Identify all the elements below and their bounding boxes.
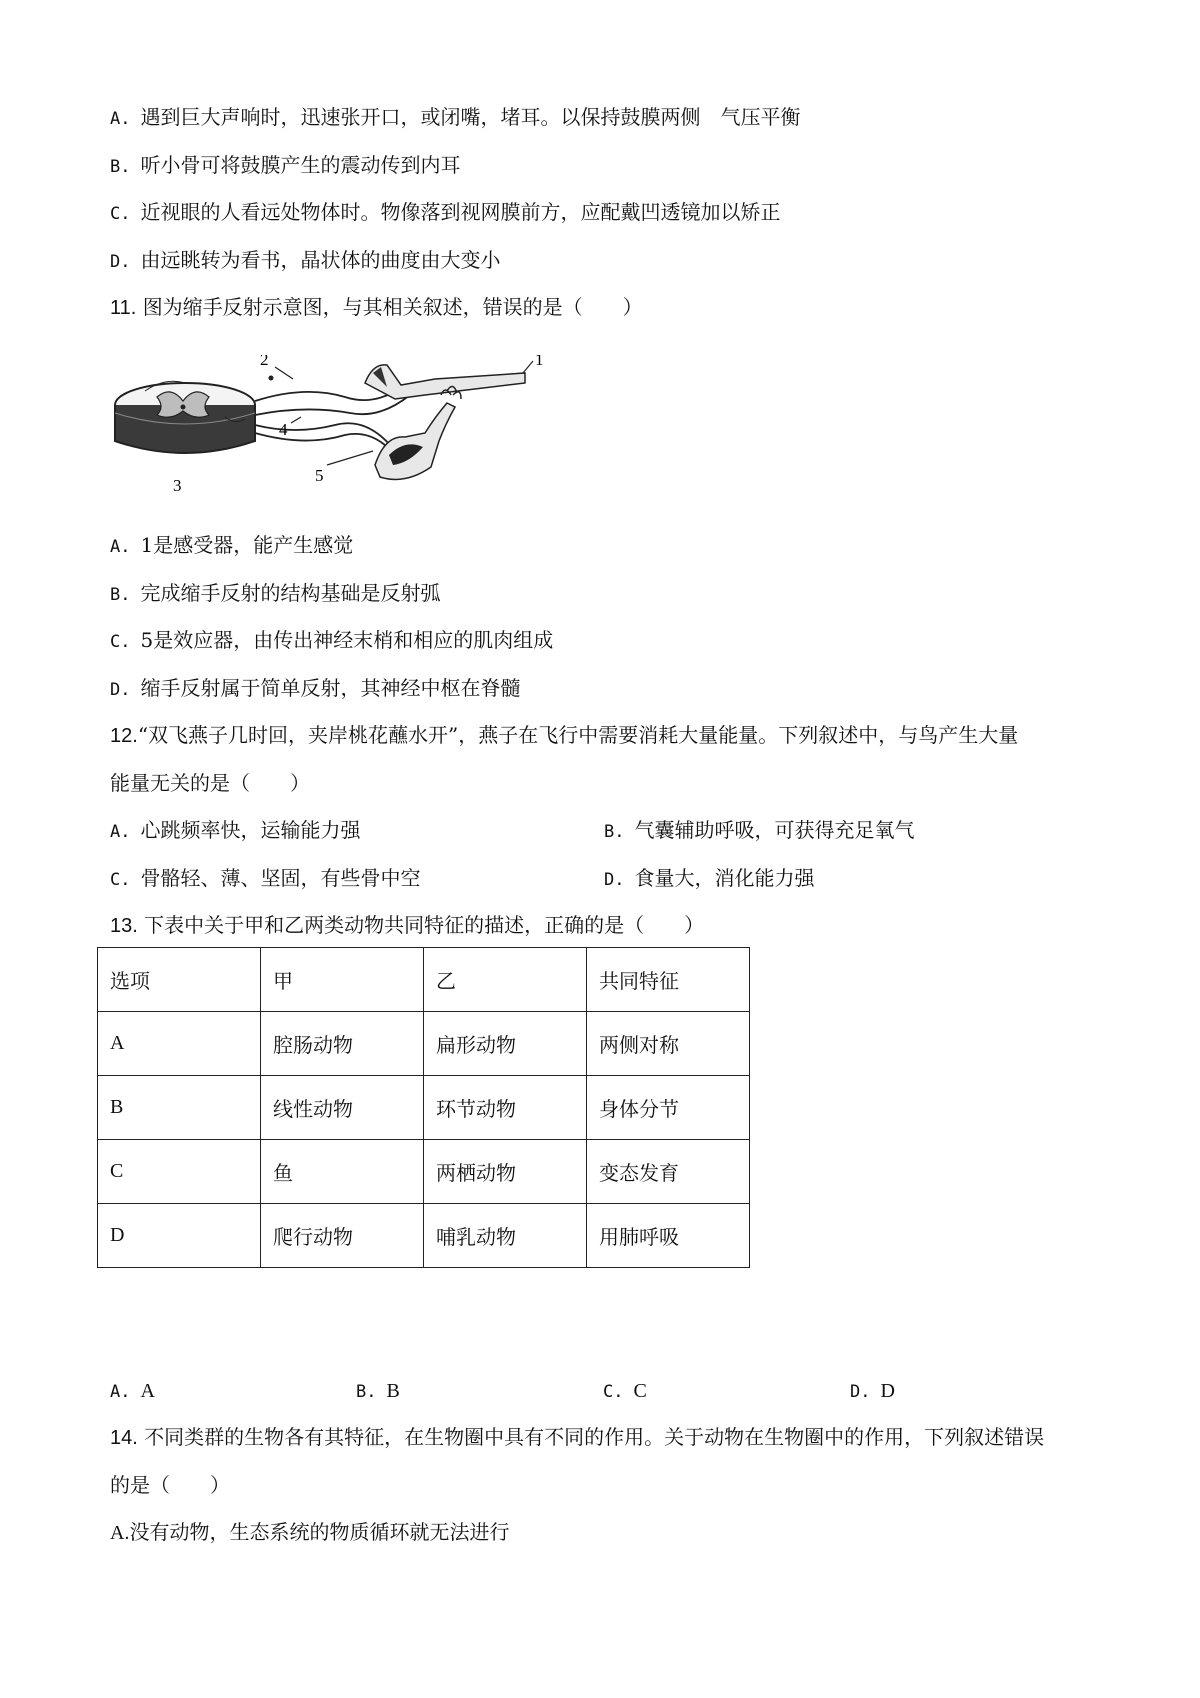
table-cell: B [98,1076,261,1140]
table-row [98,1076,750,1140]
option-letter: B. [110,585,131,605]
q13-option-c [603,1377,647,1405]
option-text: 遇到巨大声响时，迅速张开口，或闭嘴，堵耳。以保持鼓膜两侧 气压平衡 [140,105,801,129]
question-12-stem-line2 [110,770,310,796]
option-letter: D. [850,1382,871,1402]
q13-option-a [110,1377,155,1405]
q12-option-d [604,865,814,893]
q11-option-b [110,580,440,608]
q13-option-d [850,1377,895,1405]
option-letter: C. [110,204,131,224]
table-cell: 鱼 [261,1140,424,1204]
option-text: 气囊辅助呼吸，可获得充足氧气 [634,818,915,842]
table-header-cell: 共同特征 [587,948,750,1012]
question-13-stem [110,912,704,939]
prev-option-b [110,152,460,180]
question-number: 11. [110,297,137,319]
option-text: 1是感受器，能产生感觉 [140,533,354,557]
table-cell: D [98,1204,261,1268]
table-cell: 腔肠动物 [261,1012,424,1076]
table-header-cell: 甲 [261,948,424,1012]
question-text: 能量无关的是（ ） [110,771,310,795]
table-row [98,1012,750,1076]
question-text: 下表中关于甲和乙两类动物共同特征的描述，正确的是（ ） [144,913,705,937]
question-number: 13. [110,915,138,937]
question-11-stem [110,294,643,321]
q12-option-c [110,865,420,893]
upper-arm-finger [365,365,525,399]
option-letter: A. [110,537,131,557]
label-5: 5 [315,466,324,485]
q11-option-c [110,627,553,655]
q12-option-b [604,817,914,845]
option-text: 近视眼的人看远处物体时。物像落到视网膜前方，应配戴凹透镜加以矫正 [140,200,781,224]
option-text: 5是效应器，由传出神经末梢和相应的肌肉组成 [140,628,554,652]
table-cell: 哺乳动物 [424,1204,587,1268]
option-letter: B. [356,1382,377,1402]
table-header-cell: 乙 [424,948,587,1012]
option-letter: B. [110,157,131,177]
ganglion-dot [269,376,274,381]
option-text: 听小骨可将鼓膜产生的震动传到内耳 [140,153,461,177]
option-letter: B. [604,822,625,842]
label-1: 1 [535,355,544,369]
spinal-cord-section [115,381,255,453]
q11-option-a [110,532,353,560]
table-header-row [98,948,750,1012]
prev-option-d [110,247,500,275]
q13-option-b [356,1377,400,1405]
table-cell: 两侧对称 [587,1012,750,1076]
table-row [98,1204,750,1268]
option-letter: A. [110,822,131,842]
prev-option-a [110,104,800,132]
table-cell: 用肺呼吸 [587,1204,750,1268]
option-text: B [386,1380,400,1402]
option-letter: D. [604,870,625,890]
option-letter: C. [110,870,131,890]
q12-option-a [110,817,360,845]
option-text: 缩手反射属于简单反射，其神经中枢在脊髓 [140,676,521,700]
table-cell: C [98,1140,261,1204]
question-text: 不同类群的生物各有其特征，在生物圈中具有不同的作用。关于动物在生物圈中的作用，下列叙述错误 [144,1425,1045,1449]
option-text: 骨骼轻、薄、坚固，有些骨中空 [140,866,421,890]
q11-option-d [110,675,520,703]
option-text: A [140,1380,155,1402]
animal-comparison-table [97,947,750,1268]
option-text: 食量大，消化能力强 [634,866,815,890]
table-cell: 扁形动物 [424,1012,587,1076]
table-row [98,1140,750,1204]
table-cell: 爬行动物 [261,1204,424,1268]
label-4: 4 [279,420,288,439]
table-cell: A [98,1012,261,1076]
reflex-arc-figure [105,355,585,505]
option-text: 完成缩手反射的结构基础是反射弧 [140,581,441,605]
option-text: 心跳频率快，运输能力强 [140,818,361,842]
label-3: 3 [173,476,182,495]
question-14-stem-line1 [110,1424,1044,1451]
question-number: 12. [110,725,138,747]
option-letter: A. [110,1522,130,1544]
prev-option-c [110,199,780,227]
question-number: 14. [110,1427,138,1449]
option-text: C [633,1380,647,1402]
option-letter: C. [110,632,131,652]
q14-option-a [110,1519,509,1546]
option-letter: A. [110,1382,131,1402]
question-text: “双飞燕子几时回，夹岸桃花蘸水开”，燕子在飞行中需要消耗大量能量。下列叙述中，与鸟产生大量 [137,723,1019,747]
table-cell: 身体分节 [587,1076,750,1140]
table-cell: 环节动物 [424,1076,587,1140]
option-letter: D. [110,252,131,272]
question-14-stem-line2 [110,1472,230,1498]
question-12-stem-line1 [110,722,1018,749]
option-letter: C. [603,1382,624,1402]
label-2: 2 [260,355,269,369]
option-letter: A. [110,109,131,129]
question-text: 图为缩手反射示意图，与其相关叙述，错误的是（ ） [142,295,643,319]
option-text: D [880,1380,895,1402]
question-text: 的是（ ） [110,1473,230,1497]
option-text: 没有动物，生态系统的物质循环就无法进行 [129,1520,510,1544]
table-cell: 线性动物 [261,1076,424,1140]
option-text: 由远眺转为看书，晶状体的曲度由大变小 [140,248,501,272]
option-letter: D. [110,680,131,700]
table-header-cell: 选项 [98,948,261,1012]
table-cell: 两栖动物 [424,1140,587,1204]
table-cell: 变态发育 [587,1140,750,1204]
lower-arm-muscle [375,386,461,479]
